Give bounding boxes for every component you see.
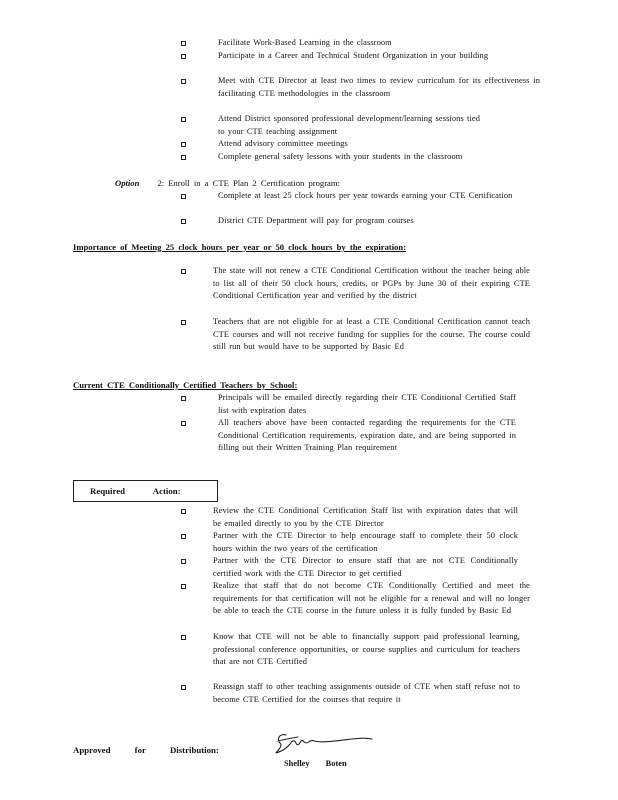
bullet-icon	[181, 269, 186, 274]
bullet-icon	[181, 635, 186, 640]
bullet-icon	[181, 320, 186, 325]
bullet-icon	[181, 534, 186, 539]
bullet-icon	[181, 54, 186, 59]
bullet-icon	[181, 396, 186, 401]
bullet-icon	[181, 194, 186, 199]
option-text: 2: Enroll in a CTE Plan 2 Certification program:	[157, 178, 340, 188]
bullet-icon	[181, 79, 186, 84]
option-2-line	[115, 177, 340, 190]
bullet-icon	[181, 117, 186, 122]
required-action-label: Required Action:	[73, 480, 218, 502]
option-label: Option	[115, 178, 140, 188]
bullet-icon	[181, 584, 186, 589]
importance-heading: Importance of Meeting 25 clock hours per year or 50 clock hours by the expiration:	[73, 242, 407, 252]
bullet-icon	[181, 41, 186, 46]
current-heading: Current CTE Conditionally Certified Teachers by School:	[73, 380, 298, 390]
signature-image	[272, 729, 374, 759]
bullet-icon	[181, 142, 186, 147]
bullet-icon	[181, 559, 186, 564]
bullet-icon	[181, 685, 186, 690]
bullet-icon	[181, 421, 186, 426]
signer-name: Shelley Boten	[284, 759, 347, 768]
bullet-icon	[181, 219, 186, 224]
approved-label: Approved for Distribution:	[73, 745, 219, 755]
document-page: Facilitate Work-Based Learning in the classroom Participate in a Career and Technical Student Organization in your building Meet with CTE Director at least two times to review curriculum for its effectiveness in facilitating CTE methodologies in the classroom Attend District sponsored professional development/learning sessions tied to your CTE teaching assignment Attend advisory committee meetings Complete general safety lessons with your students in the classroom Option 2: Enroll in a CTE Plan 2 Certification program: Complete at least 25 clock hours per year towards earning your CTE Certification District CTE Department will pay for program courses Importance of Meeting 25 clock hours per year or 50 clock hours by the expiration: The state will not renew a CTE Conditional Certification without the teacher being able to list all of their 50 clock hours, credits, or PGPs by June 30 of their expiring CTE Conditional Certification year and verified by the district Teachers that are not eligible for at least a CTE Conditional Certification cannot teach CTE courses and will not receive funding for supplies for the course. The course could still run but would have to be supported by Basic Ed Current CTE Conditionally Certified Teachers by School: Principals will be emailed directly regarding their CTE Conditional Certified Staff list with expiration dates All teachers above have been contacted regarding the requirements for the CTE Conditional Certification requirements, expiration date, and are being supported in filling out their Written Training Plan requirement Required Action: Review the CTE Conditional Certification Staff list with expiration dates that will be emailed directly to you by the CTE Director Partner with the CTE Director to help encourage staff to complete their 50 clock hours within the two years of the certification Partner with the CTE Director to ensure staff that are not CTE Conditionally certified work with the CTE Director to get certified Realize that staff that do not become CTE Conditionally Certified and meet the requirements for that certification will not be eligible for a renewal and will no longer be able to teach the CTE course in the future unless it is fully funded by Basic Ed Know that CTE will not be able to financially support paid professional learning, professional conference opportunities, or course supplies and curriculum for teachers that are not CTE Certified Reassign staff to other teaching assignments outside of CTE when staff refuse not to become CTE Certified for the courses that require it Approved for Distribution: Shelley Boten	[0, 0, 618, 800]
bullet-icon	[181, 155, 186, 160]
bullet-icon	[181, 509, 186, 514]
